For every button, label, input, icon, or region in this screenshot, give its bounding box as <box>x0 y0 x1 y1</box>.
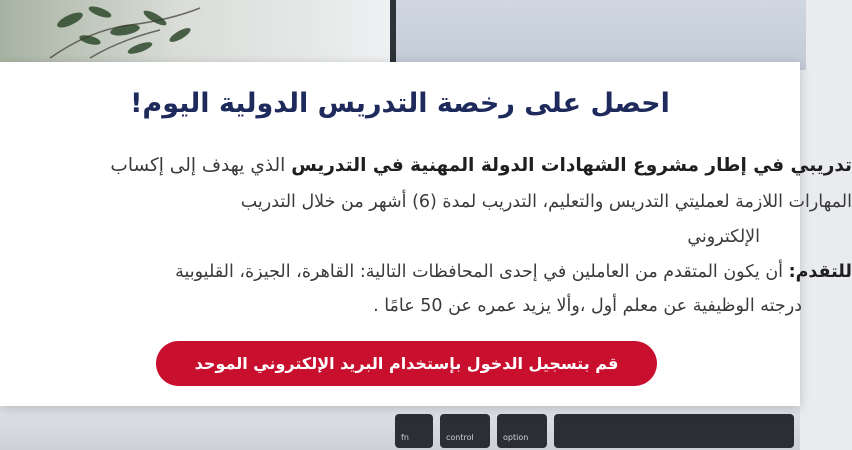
unified-email-login-button[interactable]: قم بتسجيل الدخول بإستخدام البريد الإلكتروني الموحد <box>156 341 657 386</box>
laptop-screen <box>390 0 806 70</box>
keyboard-key <box>395 414 433 448</box>
description-text: الذي يهدف إلى إكساب <box>110 155 292 176</box>
description-line-1 <box>110 155 852 176</box>
plant-icon <box>30 0 220 60</box>
keyboard-key <box>440 414 490 448</box>
program-name: تدريبي في إطار مشروع الشهادات الدولة المهنية في التدريس <box>291 155 852 176</box>
key-label: option <box>503 433 529 442</box>
card-title: احصل على رخصة التدريس الدولية اليوم! <box>130 88 670 119</box>
eligibility-label: للتقدم: <box>788 262 852 282</box>
spacebar-key <box>554 414 794 448</box>
keyboard-key <box>497 414 547 448</box>
laptop-keyboard <box>390 410 800 450</box>
promo-card <box>0 62 852 406</box>
description-line-3: الإلكتروني <box>687 227 760 247</box>
eligibility-line-2: درجته الوظيفية عن معلم أول ،وألا يزيد عمره عن 50 عامًا . <box>373 296 802 316</box>
eligibility-text: أن يكون المتقدم من العاملين في إحدى المحافظات التالية: القاهرة، الجيزة، القليوبية <box>175 262 789 282</box>
key-label: control <box>446 433 474 442</box>
eligibility-line-1 <box>175 262 852 282</box>
description-line-2: المهارات اللازمة لعمليتي التدريس والتعليم، التدريب لمدة (6) أشهر من خلال التدريب <box>240 192 852 212</box>
key-label: fn <box>401 433 409 442</box>
